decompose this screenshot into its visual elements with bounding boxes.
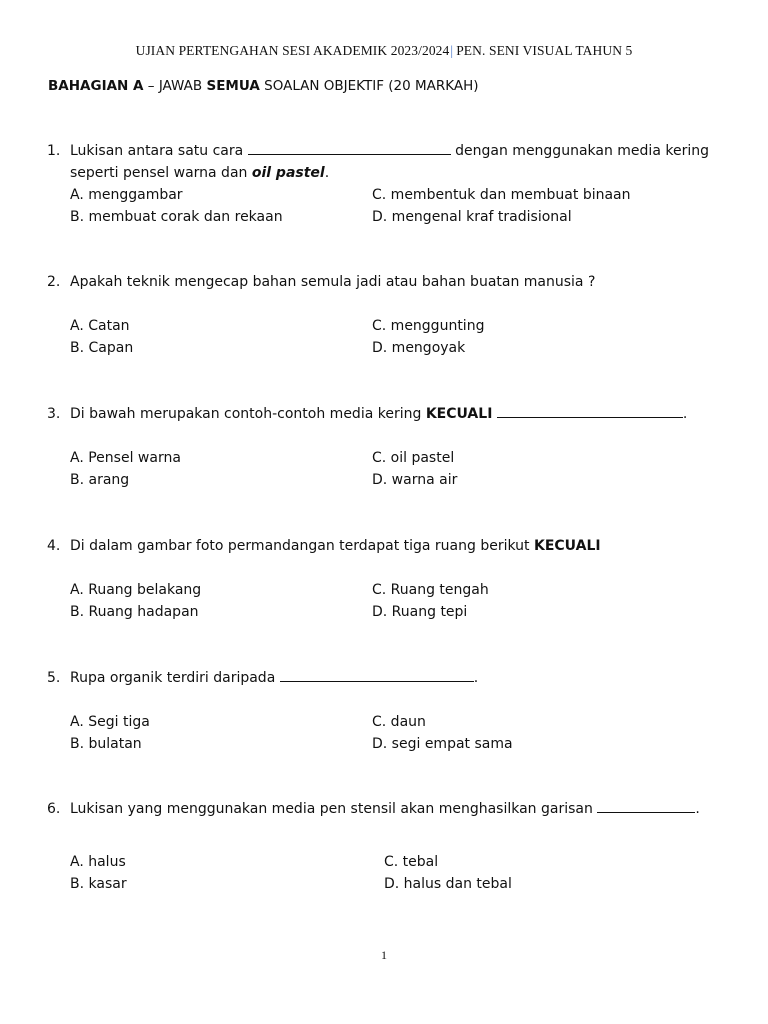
option-b: B. arang: [70, 472, 130, 488]
question-number: 1.: [47, 143, 61, 159]
question-2: [47, 271, 727, 356]
option-d: D. warna air: [372, 472, 458, 488]
option-b: B. membuat corak dan rekaan: [70, 209, 283, 225]
question-text-emphasis: KECUALI: [425, 406, 493, 422]
question-text: [70, 403, 687, 425]
section-all: SEMUA: [206, 78, 260, 94]
question-text: [70, 798, 700, 820]
question-number: 5.: [47, 670, 61, 686]
question-text-pre: Rupa organik terdiri daripada: [70, 670, 280, 686]
option-a: A. Ruang belakang: [70, 582, 202, 598]
question-3: [47, 403, 727, 488]
question-text-line2-pre: seperti pensel warna dan: [70, 165, 252, 181]
section-rest: SOALAN OBJEKTIF (20 MARKAH): [259, 78, 479, 94]
option-d: D. mengoyak: [372, 340, 466, 356]
option-a: A. Catan: [70, 318, 130, 334]
question-text-emphasis: oil pastel: [251, 165, 325, 181]
option-a: A. Segi tiga: [70, 714, 150, 730]
question-text-post: dengan menggunakan media kering: [450, 143, 709, 159]
question-1: [47, 140, 727, 225]
question-text: Apakah teknik mengecap bahan semula jadi atau bahan buatan manusia ?: [70, 274, 596, 290]
answer-blank: [597, 798, 695, 813]
option-a: A. Pensel warna: [70, 450, 181, 466]
section-title: [48, 78, 479, 94]
option-c: C. tebal: [384, 854, 439, 870]
question-text-pre: Lukisan antara satu cara: [70, 143, 248, 159]
option-d: D. mengenal kraf tradisional: [372, 209, 572, 225]
option-c: C. Ruang tengah: [372, 582, 489, 598]
header-separator: |: [450, 43, 454, 58]
option-c: C. menggunting: [372, 318, 485, 334]
question-text-pre: Lukisan yang menggunakan media pen stensil akan menghasilkan garisan: [70, 801, 598, 817]
question-text-pre: Di dalam gambar foto permandangan terdapat tiga ruang berikut: [70, 538, 534, 554]
question-6: [47, 798, 727, 892]
option-c: C. daun: [372, 714, 426, 730]
option-c: C. membentuk dan membuat binaan: [372, 187, 631, 203]
question-text-line2-post: .: [324, 165, 330, 181]
question-text-pre: Di bawah merupakan contoh-contoh media kering: [70, 406, 426, 422]
section-part: BAHAGIAN A: [48, 78, 144, 94]
option-a: A. halus: [70, 854, 126, 870]
option-c: C. oil pastel: [372, 450, 455, 466]
question-4: [47, 535, 727, 620]
section-dash: – JAWAB: [143, 78, 207, 94]
question-number: 4.: [47, 538, 61, 554]
answer-blank: [497, 403, 683, 418]
question-number: 6.: [47, 801, 61, 817]
question-number: 3.: [47, 406, 61, 422]
question-text-line2: [70, 162, 329, 184]
question-number: 2.: [47, 274, 61, 290]
header-left: UJIAN PERTENGAHAN SESI AKADEMIK 2023/2024: [135, 43, 450, 58]
question-text: [70, 140, 709, 162]
question-text-post: .: [682, 406, 688, 422]
question-text: [70, 535, 601, 557]
option-b: B. kasar: [70, 876, 127, 892]
option-b: B. Ruang hadapan: [70, 604, 199, 620]
answer-blank: [248, 140, 451, 155]
question-5: [47, 667, 727, 752]
option-d: D. segi empat sama: [372, 736, 513, 752]
option-d: D. halus dan tebal: [384, 876, 512, 892]
answer-blank: [280, 667, 474, 682]
option-b: B. Capan: [70, 340, 134, 356]
header-right: PEN. SENI VISUAL TAHUN 5: [456, 43, 633, 58]
question-text-emphasis: KECUALI: [533, 538, 601, 554]
page-header: [0, 43, 768, 59]
option-b: B. bulatan: [70, 736, 142, 752]
page-number: 1: [381, 948, 387, 962]
option-d: D. Ruang tepi: [372, 604, 468, 620]
option-a: A. menggambar: [70, 187, 183, 203]
question-text-post: .: [695, 801, 700, 817]
question-text: [70, 667, 478, 689]
question-text-post: .: [473, 670, 479, 686]
